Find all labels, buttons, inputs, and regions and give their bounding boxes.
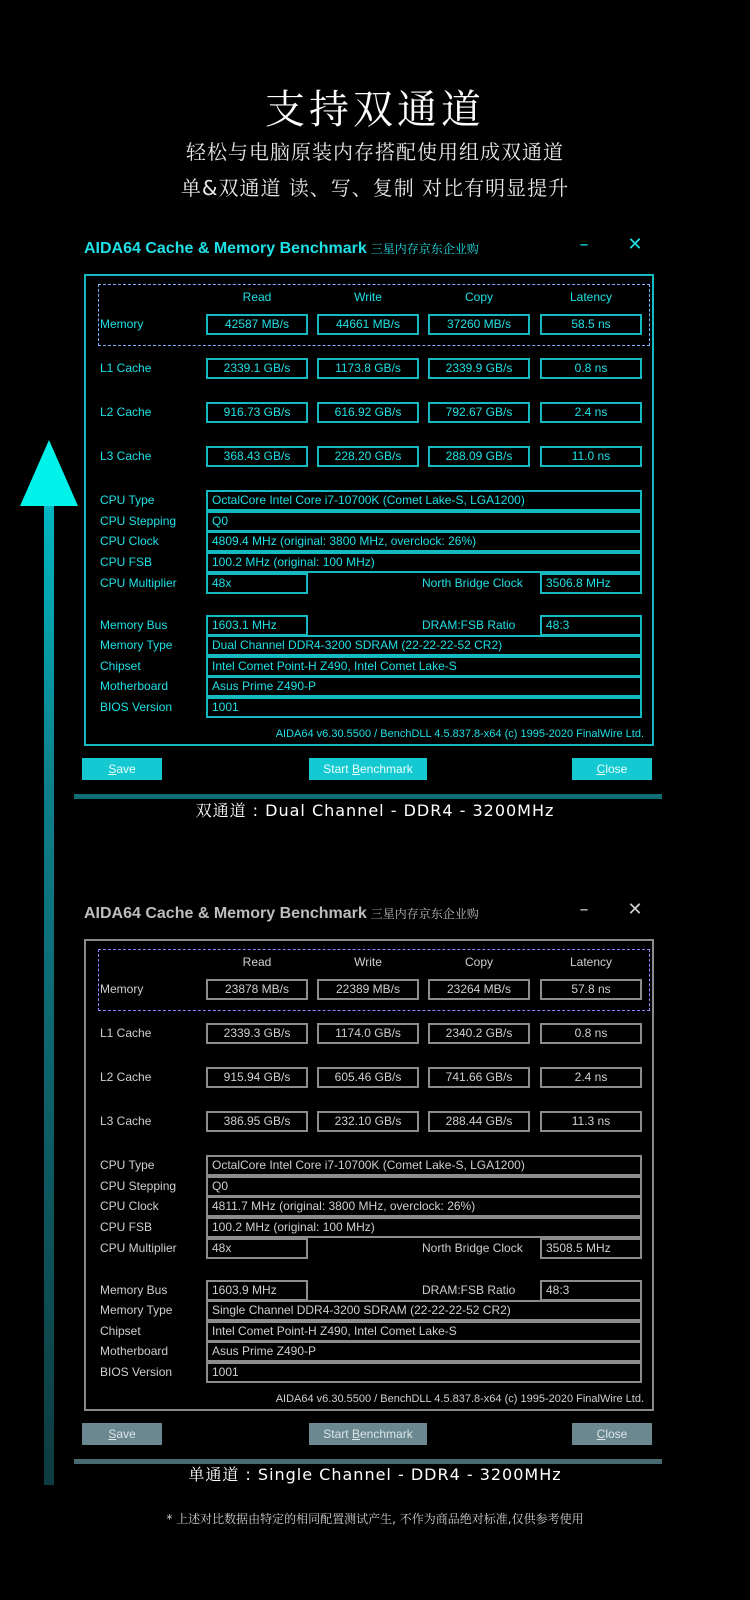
info-label-bios: BIOS Version: [100, 700, 173, 714]
result-cell: 0.8 ns: [540, 1023, 642, 1044]
result-cell: 23878 MB/s: [206, 979, 308, 1000]
close-button[interactable]: Close: [572, 758, 652, 780]
version-footer: AIDA64 v6.30.5500 / BenchDLL 4.5.837.8-x64 (c) 1995-2020 FinalWire Ltd.: [275, 728, 644, 740]
info-value-nb-clock: 3508.5 MHz: [540, 1238, 642, 1259]
info-value-chipset: Intel Comet Point-H Z490, Intel Comet Lake-S: [206, 1321, 642, 1342]
result-cell: 2.4 ns: [540, 402, 642, 423]
row-label: L2 Cache: [100, 1070, 152, 1084]
app-name: AIDA64 Cache & Memory Benchmark: [84, 905, 367, 922]
row-label: L2 Cache: [100, 405, 152, 419]
info-label-nb-clock: North Bridge Clock: [422, 1241, 523, 1255]
result-cell: 2340.2 GB/s: [428, 1023, 530, 1044]
info-label-memory-bus: Memory Bus: [100, 1283, 168, 1297]
info-label-cpu-fsb: CPU FSB: [100, 1220, 153, 1234]
start-benchmark-button[interactable]: Start Benchmark: [309, 1423, 427, 1445]
info-label-cpu-clock: CPU Clock: [100, 534, 159, 548]
column-header-write: Write: [354, 290, 382, 304]
result-cell: 792.67 GB/s: [428, 402, 530, 423]
close-button[interactable]: Close: [572, 1423, 652, 1445]
result-cell: 605.46 GB/s: [317, 1067, 419, 1088]
result-cell: 368.43 GB/s: [206, 446, 308, 467]
column-header-read: Read: [242, 955, 272, 969]
info-value-cpu-multiplier: 48x: [206, 573, 308, 594]
info-value-motherboard: Asus Prime Z490-P: [206, 1341, 642, 1362]
info-label-chipset: Chipset: [100, 1324, 141, 1338]
result-cell: 11.0 ns: [540, 446, 642, 467]
info-label-dram-fsb: DRAM:FSB Ratio: [422, 618, 516, 632]
column-header-copy: Copy: [464, 955, 493, 969]
info-label-cpu-stepping: CPU Stepping: [100, 514, 177, 528]
version-footer: AIDA64 v6.30.5500 / BenchDLL 4.5.837.8-x64 (c) 1995-2020 FinalWire Ltd.: [275, 1393, 644, 1405]
column-header-write: Write: [354, 955, 382, 969]
window-title: [84, 240, 479, 258]
result-cell: 44661 MB/s: [317, 314, 419, 335]
result-cell: 0.8 ns: [540, 358, 642, 379]
app-name: AIDA64 Cache & Memory Benchmark: [84, 240, 367, 257]
info-label-cpu-multiplier: CPU Multiplier: [100, 576, 177, 590]
info-label-dram-fsb: DRAM:FSB Ratio: [422, 1283, 516, 1297]
column-header-latency: Latency: [569, 955, 613, 969]
result-cell: 288.09 GB/s: [428, 446, 530, 467]
single-channel-caption: 单通道 : Single Channel - DDR4 - 3200MHz: [188, 1465, 562, 1484]
info-value-cpu-fsb: 100.2 MHz (original: 100 MHz): [206, 552, 642, 573]
result-cell: 58.5 ns: [540, 314, 642, 335]
result-cell: 2339.1 GB/s: [206, 358, 308, 379]
info-value-memory-bus: 1603.9 MHz: [206, 1280, 308, 1301]
info-value-bios: 1001: [206, 1362, 642, 1383]
info-value-memory-type: Dual Channel DDR4-3200 SDRAM (22-22-22-52 CR2): [206, 635, 642, 656]
info-value-memory-type: Single Channel DDR4-3200 SDRAM (22-22-22-52 CR2): [206, 1300, 642, 1321]
result-cell: 1173.8 GB/s: [317, 358, 419, 379]
row-label: L1 Cache: [100, 361, 152, 375]
info-label-motherboard: Motherboard: [100, 1344, 169, 1358]
subtitle-line-2: 单&双通道 读、写、复制 对比有明显提升: [180, 176, 570, 200]
row-label: Memory: [100, 317, 144, 331]
info-value-cpu-type: OctalCore Intel Core i7-10700K (Comet Lake-S, LGA1200): [206, 1155, 642, 1176]
info-value-bios: 1001: [206, 697, 642, 718]
info-value-cpu-clock: 4809.4 MHz (original: 3800 MHz, overclock: 26%): [206, 531, 642, 552]
result-cell: 42587 MB/s: [206, 314, 308, 335]
info-label-cpu-fsb: CPU FSB: [100, 555, 153, 569]
results-panel: [84, 274, 654, 746]
column-header-copy: Copy: [464, 290, 493, 304]
brand-text: 三星内存京东企业购: [370, 242, 479, 256]
brand-text: 三星内存京东企业购: [370, 907, 479, 921]
result-cell: 741.66 GB/s: [428, 1067, 530, 1088]
row-label: L3 Cache: [100, 1114, 152, 1128]
result-cell: 2339.9 GB/s: [428, 358, 530, 379]
result-cell: 228.20 GB/s: [317, 446, 419, 467]
result-cell: 37260 MB/s: [428, 314, 530, 335]
page-title: 支持双通道: [265, 87, 485, 133]
info-label-bios: BIOS Version: [100, 1365, 173, 1379]
result-cell: 386.95 GB/s: [206, 1111, 308, 1132]
row-label: Memory: [100, 982, 144, 996]
result-cell: 288.44 GB/s: [428, 1111, 530, 1132]
info-label-memory-bus: Memory Bus: [100, 618, 168, 632]
minimize-icon[interactable]: –: [579, 899, 589, 920]
window-title: [84, 905, 479, 923]
info-value-cpu-type: OctalCore Intel Core i7-10700K (Comet Lake-S, LGA1200): [206, 490, 642, 511]
info-label-memory-type: Memory Type: [100, 638, 173, 652]
info-value-cpu-stepping: Q0: [206, 1176, 642, 1197]
close-icon[interactable]: ✕: [627, 899, 643, 920]
info-value-cpu-stepping: Q0: [206, 511, 642, 532]
info-value-dram-fsb: 48:3: [540, 615, 642, 636]
result-cell: 22389 MB/s: [317, 979, 419, 1000]
result-cell: 232.10 GB/s: [317, 1111, 419, 1132]
result-cell: 2339.3 GB/s: [206, 1023, 308, 1044]
result-cell: 23264 MB/s: [428, 979, 530, 1000]
info-label-cpu-type: CPU Type: [100, 493, 155, 507]
info-value-dram-fsb: 48:3: [540, 1280, 642, 1301]
info-value-nb-clock: 3506.8 MHz: [540, 573, 642, 594]
save-button[interactable]: Save: [82, 758, 162, 780]
results-panel: [84, 939, 654, 1411]
info-label-cpu-clock: CPU Clock: [100, 1199, 159, 1213]
column-header-latency: Latency: [569, 290, 613, 304]
info-label-cpu-stepping: CPU Stepping: [100, 1179, 177, 1193]
subtitle-line-1: 轻松与电脑原装内存搭配使用组成双通道: [186, 140, 564, 164]
info-value-chipset: Intel Comet Point-H Z490, Intel Comet Lake-S: [206, 656, 642, 677]
row-label: L1 Cache: [100, 1026, 152, 1040]
up-arrow-icon: [20, 440, 78, 506]
info-value-cpu-multiplier: 48x: [206, 1238, 308, 1259]
column-header-read: Read: [242, 290, 272, 304]
info-label-memory-type: Memory Type: [100, 1303, 173, 1317]
info-value-memory-bus: 1603.1 MHz: [206, 615, 308, 636]
row-label: L3 Cache: [100, 449, 152, 463]
result-cell: 915.94 GB/s: [206, 1067, 308, 1088]
result-cell: 11.3 ns: [540, 1111, 642, 1132]
minimize-icon[interactable]: –: [579, 234, 589, 255]
info-value-cpu-clock: 4811.7 MHz (original: 3800 MHz, overclock: 26%): [206, 1196, 642, 1217]
info-label-cpu-type: CPU Type: [100, 1158, 155, 1172]
info-label-cpu-multiplier: CPU Multiplier: [100, 1241, 177, 1255]
dual-channel-caption: 双通道 : Dual Channel - DDR4 - 3200MHz: [195, 801, 555, 820]
info-value-cpu-fsb: 100.2 MHz (original: 100 MHz): [206, 1217, 642, 1238]
result-cell: 1174.0 GB/s: [317, 1023, 419, 1044]
result-cell: 616.92 GB/s: [317, 402, 419, 423]
result-cell: 2.4 ns: [540, 1067, 642, 1088]
result-cell: 916.73 GB/s: [206, 402, 308, 423]
info-label-chipset: Chipset: [100, 659, 141, 673]
info-label-motherboard: Motherboard: [100, 679, 169, 693]
start-benchmark-button[interactable]: Start Benchmark: [309, 758, 427, 780]
info-value-motherboard: Asus Prime Z490-P: [206, 676, 642, 697]
result-cell: 57.8 ns: [540, 979, 642, 1000]
info-label-nb-clock: North Bridge Clock: [422, 576, 523, 590]
close-icon[interactable]: ✕: [627, 234, 643, 255]
save-button[interactable]: Save: [82, 1423, 162, 1445]
disclaimer-text: * 上述对比数据由特定的相同配置测试产生, 不作为商品绝对标准,仅供参考使用: [166, 1512, 584, 1526]
upward-arrow-shaft: [44, 495, 54, 1485]
